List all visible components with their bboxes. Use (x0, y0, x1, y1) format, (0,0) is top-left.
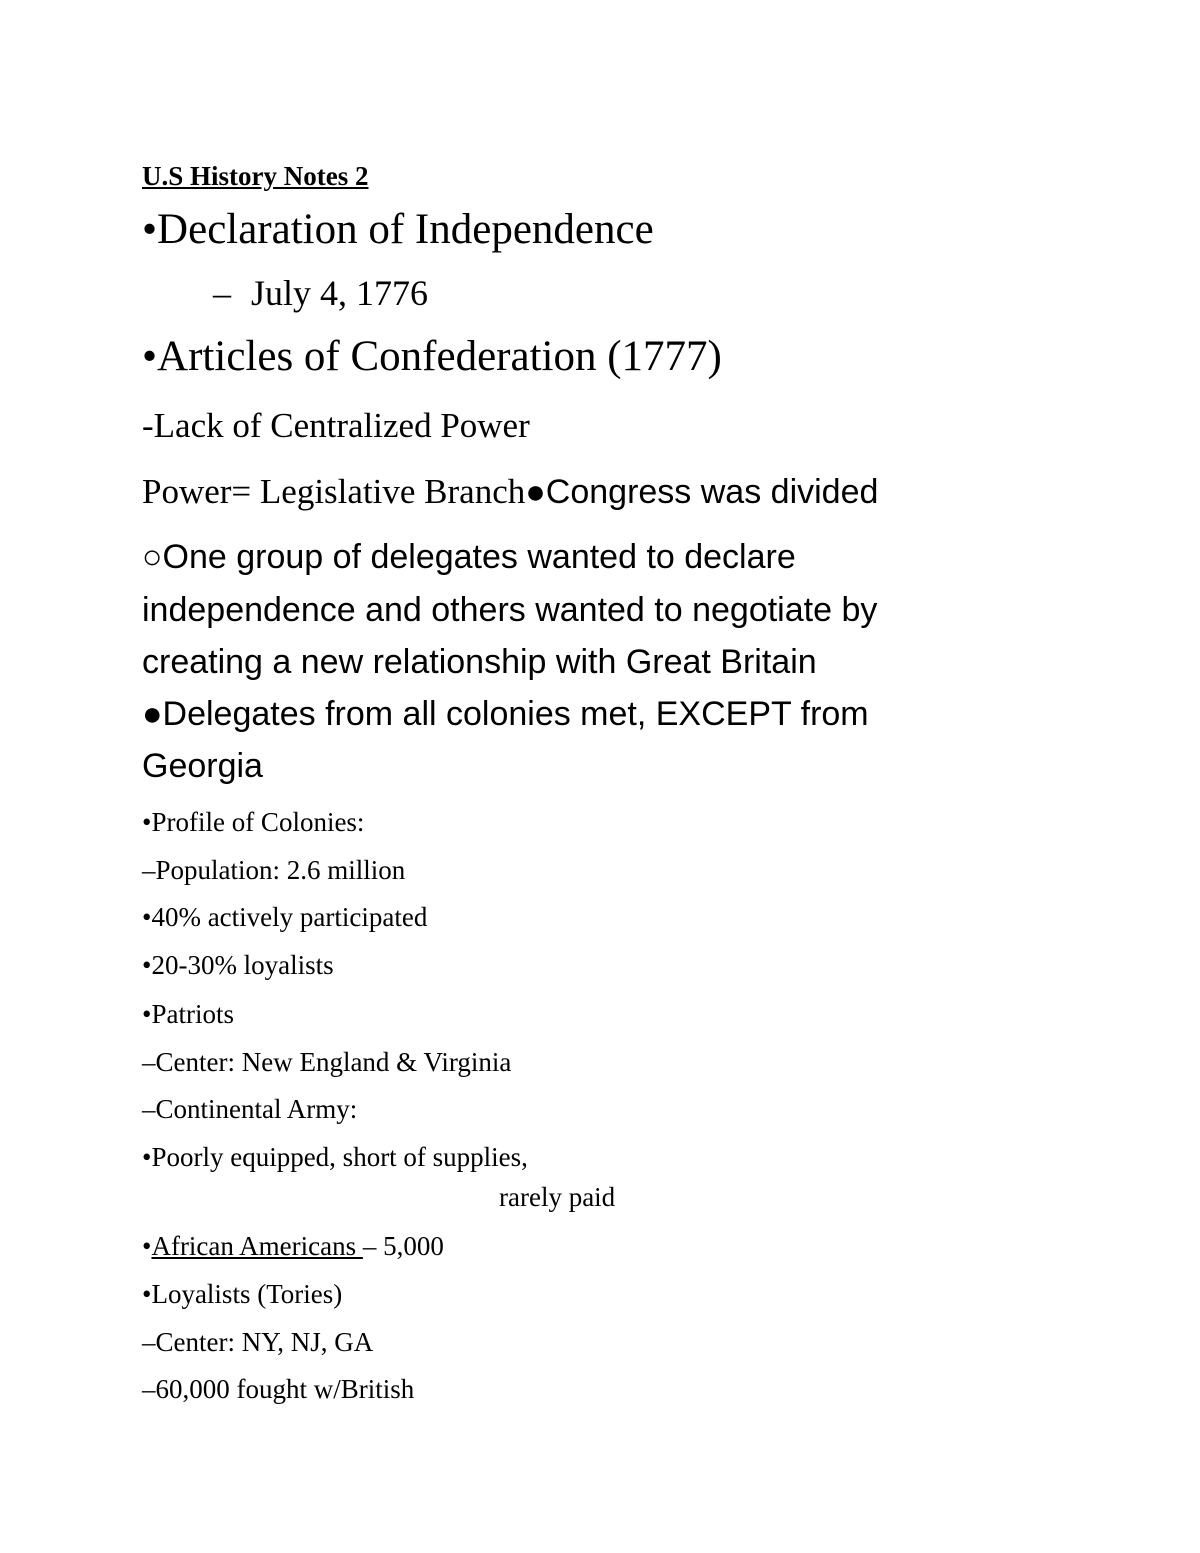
power-sans-text: ●Congress was divided (525, 473, 879, 511)
loyalists-fought-line: –60,000 fought w/British (142, 1374, 415, 1404)
page-title: U.S History Notes 2 (142, 161, 369, 191)
loyalists-pct-line: •20-30% loyalists (142, 950, 334, 980)
loyalists-center-line: –Center: NY, NJ, GA (142, 1327, 374, 1357)
delegates-wanted-line-3: creating a new relationship with Great Britain (142, 643, 817, 681)
power-line (142, 474, 878, 509)
active-line: •40% actively participated (142, 902, 428, 932)
delegates-met-line-2: Georgia (142, 747, 263, 785)
lack-power-line: -Lack of Centralized Power (142, 406, 530, 445)
army-desc-line-1: •Poorly equipped, short of supplies, (142, 1142, 528, 1172)
power-serif-text: Power= Legislative Branch (142, 472, 526, 511)
continental-army-line: –Continental Army: (142, 1094, 358, 1124)
loyalists-heading: •Loyalists (Tories) (142, 1279, 343, 1309)
delegates-wanted-line-1: ○One group of delegates wanted to declare (142, 538, 796, 576)
army-desc-line-2: rarely paid (499, 1182, 616, 1212)
african-americans-label: African Americans (151, 1231, 363, 1261)
declaration-date-row (213, 275, 428, 311)
dash: – (213, 273, 231, 313)
bullet: • (142, 1231, 152, 1261)
delegates-wanted-line-2: independence and others wanted to negotiate by (142, 591, 878, 629)
profile-heading: •Profile of Colonies: (142, 807, 365, 837)
population-line: –Population: 2.6 million (142, 855, 406, 885)
declaration-date: July 4, 1776 (251, 273, 429, 313)
delegates-met-line-1: ●Delegates from all colonies met, EXCEPT from (142, 695, 869, 733)
african-americans-line (142, 1233, 444, 1260)
patriots-center-line: –Center: New England & Virginia (142, 1047, 512, 1077)
african-americans-count: – 5,000 (362, 1231, 444, 1261)
declaration-heading: •Declaration of Independence (142, 206, 654, 253)
patriots-heading: •Patriots (142, 999, 234, 1029)
articles-heading: •Articles of Confederation (1777) (142, 333, 722, 380)
